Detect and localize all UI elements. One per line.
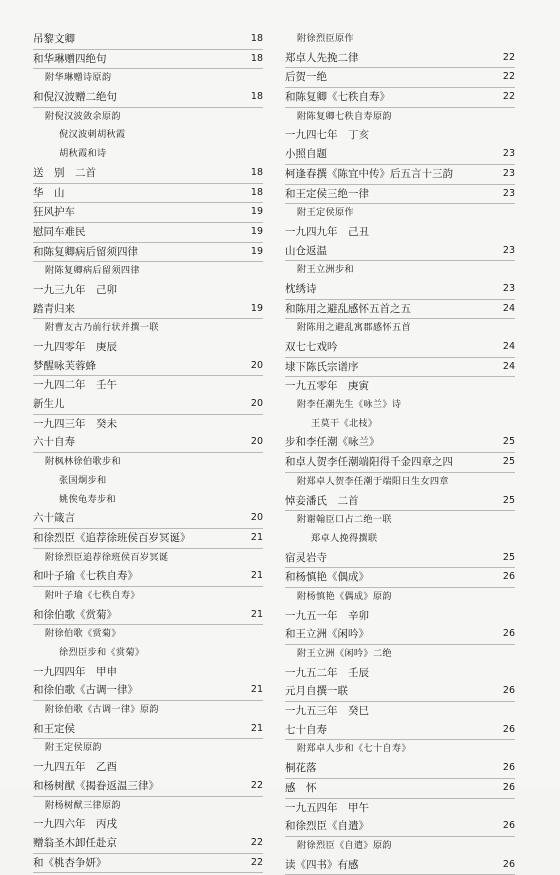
- toc-entry-title: 附徐烈臣追荐徐班侯百岁冥诞: [45, 551, 169, 563]
- toc-entry: [33, 88, 263, 108]
- toc-entry-title: 一九四六年 丙戌: [33, 818, 117, 831]
- toc-left-column: [33, 30, 263, 873]
- toc-entry-title: 附杨树猷三律原韵: [45, 799, 121, 811]
- toc-year-heading: [33, 338, 263, 357]
- toc-page-number: 26: [502, 820, 515, 832]
- toc-entry: [285, 492, 515, 512]
- toc-entry: [33, 509, 263, 529]
- toc-entry: [33, 606, 263, 626]
- toc-entry-title: 和王定侯三绝一律: [285, 187, 369, 200]
- toc-sub-entry: [33, 453, 263, 472]
- toc-entry-title: 附曹友古乃前行状并撰一联: [45, 322, 159, 334]
- toc-entry-title: 和陈复卿病后留须四律: [33, 245, 138, 258]
- toc-entry-title: 附徐烈臣原作: [297, 33, 354, 44]
- toc-page-number: 21: [250, 570, 263, 582]
- toc-page-number: 20: [250, 512, 263, 524]
- toc-page-number: 22: [250, 856, 263, 868]
- toc-entry: [285, 88, 515, 108]
- toc-entry-title: 附李任潮先生《咏兰》诗: [297, 399, 402, 411]
- toc-entry-title: 一九四零年 庚辰: [33, 341, 117, 353]
- toc-page-number: 26: [502, 628, 515, 640]
- toc-entry-title: 郑卓人先挽二律: [285, 51, 359, 64]
- toc-page-number: 21: [250, 531, 263, 543]
- toc-entry-title: 附郑卓人贺李任潮于端阳日生女四章: [297, 475, 449, 487]
- toc-year-heading: [285, 377, 515, 396]
- toc-entry-title: 王莫干《北枝》: [311, 417, 378, 429]
- toc-entry: [285, 185, 515, 205]
- toc-entry-title: 感 怀: [285, 781, 317, 794]
- toc-page-number: 22: [502, 91, 515, 103]
- toc-page-number: 19: [250, 206, 263, 218]
- toc-entry-title: 一九五零年 庚寅: [285, 380, 369, 393]
- toc-entry: [285, 49, 515, 69]
- toc-page-number: 22: [250, 779, 263, 791]
- toc-entry-title: 附华琳赠诗原韵: [45, 72, 112, 84]
- toc-entry: [285, 759, 515, 779]
- toc-sub-entry: [33, 701, 263, 720]
- toc-page-number: 26: [502, 762, 515, 774]
- toc-page-number: 19: [250, 245, 263, 257]
- toc-page-number: 26: [502, 571, 515, 583]
- toc-entry-title: 埭下陈氏宗谱序: [285, 360, 359, 373]
- toc-page-number: 23: [502, 148, 515, 160]
- toc-entry-title: 附陈复卿七秩自寿原韵: [297, 110, 392, 122]
- toc-page-number: 25: [502, 494, 515, 506]
- toc-entry-title: 一九五一年 辛卯: [285, 609, 369, 622]
- toc-entry-title: 山仓返温: [285, 244, 327, 257]
- toc-sub-entry: [33, 549, 263, 568]
- toc-entry-title: 郑卓人挽得撰联: [311, 532, 378, 544]
- toc-sub-entry: [285, 108, 515, 127]
- toc-entry: [33, 720, 263, 740]
- toc-entry-title: 七十自寿: [285, 723, 327, 736]
- toc-sub-entry: [285, 530, 515, 549]
- toc-entry-title: 和华琳赠四绝句: [33, 52, 107, 65]
- toc-sub-entry: [285, 740, 515, 759]
- toc-entry: [285, 721, 515, 741]
- toc-entry-title: 和叶子瑜《七秩自寿》: [33, 570, 138, 583]
- toc-entry-title: 六十箴言: [33, 512, 75, 525]
- toc-entry: [33, 30, 263, 50]
- toc-year-heading: [285, 664, 515, 683]
- toc-page-number: 21: [250, 608, 263, 620]
- toc-entry-title: 悼妾潘氏 二首: [285, 494, 359, 507]
- toc-entry: [285, 625, 515, 645]
- toc-entry-title: 步和李任潮《咏兰》: [285, 436, 380, 449]
- toc-entry-title: 枕绣诗: [285, 282, 317, 295]
- toc-page-number: 21: [250, 722, 263, 734]
- toc-sub-entry: [33, 491, 263, 510]
- toc-entry: [33, 834, 263, 854]
- toc-entry: [33, 681, 263, 701]
- toc-sub-entry: [285, 261, 515, 280]
- toc-entry-title: 新生儿: [33, 398, 65, 411]
- toc-year-heading: [285, 223, 515, 242]
- toc-entry-title: 和杨慎艳《偶成》: [285, 571, 369, 584]
- toc-entry-title: 一九四二年 壬午: [33, 379, 117, 392]
- toc-year-heading: [33, 376, 263, 395]
- toc-page-number: 26: [502, 723, 515, 735]
- toc-entry-title: 一九四七年 丁亥: [285, 129, 369, 142]
- toc-year-heading: [285, 702, 515, 721]
- toc-sub-entry: [33, 797, 263, 816]
- toc-entry-title: 后贺一绝: [285, 71, 327, 84]
- toc-entry: [33, 395, 263, 415]
- toc-entry: [285, 817, 515, 837]
- toc-entry-title: 梦醒咏芙蓉蜂: [33, 359, 96, 372]
- toc-entry-title: 附徐伯歌《古调一律》原韵: [45, 704, 159, 716]
- toc-page-number: 21: [250, 684, 263, 696]
- toc-entry-title: 一九五三年 癸巳: [285, 705, 369, 718]
- toc-entry-title: 一九三九年 己卯: [33, 283, 117, 296]
- toc-entry: [33, 567, 263, 587]
- toc-entry: [33, 529, 263, 549]
- toc-entry-title: 附徐烈臣《自遣》原韵: [297, 839, 392, 851]
- toc-sub-entry: [285, 837, 515, 856]
- toc-entry: [33, 203, 263, 223]
- toc-page-number: 18: [250, 33, 263, 44]
- toc-entry: [285, 165, 515, 185]
- toc-entry-title: 赠翁圣木卸任赴京: [33, 836, 117, 849]
- toc-entry-title: 一九五二年 壬辰: [285, 666, 369, 679]
- toc-entry-title: 和王定侯: [33, 722, 75, 735]
- toc-entry: [285, 242, 515, 262]
- toc-entry-title: 一九四九年 己丑: [285, 225, 369, 238]
- toc-entry-title: 附陈复卿病后留须四律: [45, 265, 140, 277]
- toc-year-heading: [285, 126, 515, 145]
- toc-year-heading: [285, 799, 515, 818]
- toc-sub-entry: [285, 396, 515, 415]
- toc-entry-title: 附倪汉波敛余原韵: [45, 110, 121, 122]
- toc-page-number: 18: [250, 52, 263, 64]
- toc-entry-title: 附郑卓人步和《七十自寿》: [297, 743, 411, 755]
- toc-sub-entry: [285, 511, 515, 530]
- toc-entry-title: 和王立洲《闲吟》: [285, 628, 369, 641]
- toc-entry: [285, 856, 515, 875]
- toc-entry-title: 和徐伯歌《赏菊》: [33, 608, 117, 621]
- toc-entry-title: 张国炯步和: [59, 474, 107, 486]
- toc-entry-title: 一九五四年 甲午: [285, 801, 369, 814]
- toc-sub-entry: [33, 69, 263, 88]
- toc-page-number: 24: [502, 302, 515, 314]
- toc-entry-title: 和徐烈臣《自遣》: [285, 820, 369, 833]
- toc-entry-title: 附王立洲步和: [297, 264, 354, 276]
- toc-entry-title: 送 别 二首: [33, 166, 96, 179]
- toc-entry-title: 宿灵岩寺: [285, 551, 327, 564]
- toc-entry-title: 附杨慎艳《偶成》原韵: [297, 590, 392, 602]
- toc-entry-title: 附枫林徐伯歌步和: [45, 456, 121, 468]
- toc-sub-entry: [33, 126, 263, 145]
- toc-page-number: 18: [250, 166, 263, 178]
- toc-entry-title: 一九四四年 甲申: [33, 665, 117, 678]
- toc-entry: [33, 164, 263, 184]
- toc-page-number: 24: [502, 341, 515, 352]
- toc-year-heading: [33, 415, 263, 434]
- toc-entry-title: 徐烈臣步和《赏菊》: [59, 647, 145, 658]
- toc-page-number: 26: [502, 685, 515, 697]
- toc-entry: [285, 300, 515, 320]
- toc-entry-title: 附王定侯原韵: [45, 742, 102, 754]
- toc-sub-entry: [33, 472, 263, 491]
- toc-page-number: 22: [502, 51, 515, 63]
- toc-entry-title: 和陈复卿《七秩自寿》: [285, 91, 390, 104]
- toc-entry: [285, 338, 515, 358]
- toc-sub-entry: [33, 644, 263, 663]
- toc-sub-entry: [33, 145, 263, 164]
- toc-entry: [33, 433, 263, 453]
- toc-entry: [33, 854, 263, 874]
- toc-sub-entry: [33, 625, 263, 644]
- toc-entry-title: 华 山: [33, 186, 65, 199]
- toc-entry-title: 双七七戏吟: [285, 341, 338, 353]
- toc-year-heading: [285, 607, 515, 626]
- toc-page-number: 18: [250, 91, 263, 103]
- toc-sub-entry: [33, 739, 263, 758]
- toc-entry: [285, 682, 515, 702]
- toc-page-number: 23: [502, 244, 515, 256]
- toc-entry-title: 读《四书》有感: [285, 858, 359, 871]
- toc-entry-title: 和杨树猷《揭眷返温三律》: [33, 779, 159, 792]
- toc-entry: [285, 433, 515, 453]
- toc-page-number: 25: [502, 456, 515, 468]
- toc-entry-title: 附陈用之避乱寓郡感怀五首: [297, 322, 411, 334]
- toc-page-number: 19: [250, 225, 263, 237]
- toc-page-number: 23: [502, 167, 515, 179]
- toc-entry-title: 倪汉波刺胡秋霞: [59, 129, 126, 141]
- toc-entry-title: 附王定侯原作: [297, 207, 354, 219]
- toc-entry-title: 六十自寿: [33, 436, 75, 449]
- toc-entry-title: 附叶子瑜《七秩自寿》: [45, 589, 140, 601]
- toc-entry: [33, 223, 263, 243]
- toc-sub-entry: [285, 645, 515, 664]
- toc-sub-entry: [285, 588, 515, 607]
- toc-entry-title: 踏青归来: [33, 302, 75, 315]
- toc-entry-title: 附徐伯歌《赏菊》: [45, 628, 121, 640]
- toc-page-number: 22: [502, 71, 515, 83]
- toc-entry: [285, 568, 515, 588]
- toc-sub-entry: [33, 587, 263, 606]
- toc-entry: [285, 145, 515, 165]
- toc-entry: [33, 50, 263, 70]
- toc-entry: [33, 243, 263, 263]
- toc-entry-title: 附王立洲《闲吟》二绝: [297, 648, 392, 659]
- toc-sub-entry: [285, 204, 515, 223]
- toc-year-heading: [33, 815, 263, 834]
- toc-entry-title: 一九四五年 乙酉: [33, 761, 117, 774]
- toc-entry: [285, 779, 515, 799]
- toc-page-number: 24: [502, 360, 515, 372]
- toc-entry-title: 慰同车难民: [33, 225, 86, 238]
- toc-page-number: 19: [250, 302, 263, 314]
- toc-entry-title: 姚俟龟寿步和: [59, 493, 116, 505]
- toc-page-number: 26: [502, 858, 515, 870]
- toc-entry-title: 和倪汉波赠二绝句: [33, 91, 117, 104]
- toc-entry-title: 和陈用之避乱感怀五首之五: [285, 302, 411, 315]
- toc-sub-entry: [285, 473, 515, 492]
- toc-entry-title: 胡秋霞和诗: [59, 148, 107, 160]
- toc-sub-entry: [33, 262, 263, 281]
- toc-entry-title: 柯逢春撰《陈宜中传》后五言十三韵: [285, 167, 453, 180]
- toc-right-column: [285, 30, 515, 875]
- toc-page-number: 25: [502, 551, 515, 563]
- toc-entry-title: 和《桃杏争妍》: [33, 856, 107, 869]
- toc-year-heading: [33, 663, 263, 682]
- toc-entry: [285, 68, 515, 88]
- toc-entry-title: 元月自撰一联: [285, 685, 348, 698]
- toc-year-heading: [33, 758, 263, 777]
- toc-entry-title: 和徐烈臣《追荐徐班侯百岁冥诞》: [33, 531, 191, 544]
- toc-page-number: 20: [250, 398, 263, 410]
- toc-entry: [285, 280, 515, 300]
- toc-sub-entry: [33, 108, 263, 127]
- toc-entry-title: 小照自题: [285, 148, 327, 161]
- toc-entry-title: 和徐伯歌《古调一律》: [33, 684, 138, 697]
- toc-sub-entry: [285, 415, 515, 434]
- toc-entry-title: 和卓人贺李任潮端阳得千金四章之四: [285, 456, 453, 469]
- toc-page-number: 20: [250, 359, 263, 371]
- toc-entry: [285, 358, 515, 378]
- toc-entry: [285, 453, 515, 473]
- toc-entry-title: 狂风护车: [33, 206, 75, 219]
- toc-entry: [33, 184, 263, 204]
- toc-year-heading: [33, 281, 263, 300]
- toc-page-number: 20: [250, 436, 263, 448]
- toc-entry-title: 附谢翰臣口占二绝一联: [297, 514, 392, 526]
- toc-entry: [33, 300, 263, 320]
- toc-page-number: 25: [502, 436, 515, 448]
- toc-page-number: 23: [502, 187, 515, 199]
- toc-page-number: 23: [502, 282, 515, 294]
- toc-entry: [285, 549, 515, 569]
- toc-page-number: 22: [250, 836, 263, 848]
- toc-page-number: 18: [250, 186, 263, 198]
- toc-entry-title: 吊黎文卿: [33, 33, 75, 45]
- toc-sub-entry: [285, 319, 515, 338]
- toc-sub-entry: [33, 319, 263, 338]
- toc-entry-title: 一九四三年 癸未: [33, 417, 117, 430]
- toc-entry-title: 桐花落: [285, 762, 317, 775]
- toc-page-number: 26: [502, 781, 515, 793]
- toc-entry: [33, 357, 263, 377]
- toc-sub-entry: [285, 30, 515, 49]
